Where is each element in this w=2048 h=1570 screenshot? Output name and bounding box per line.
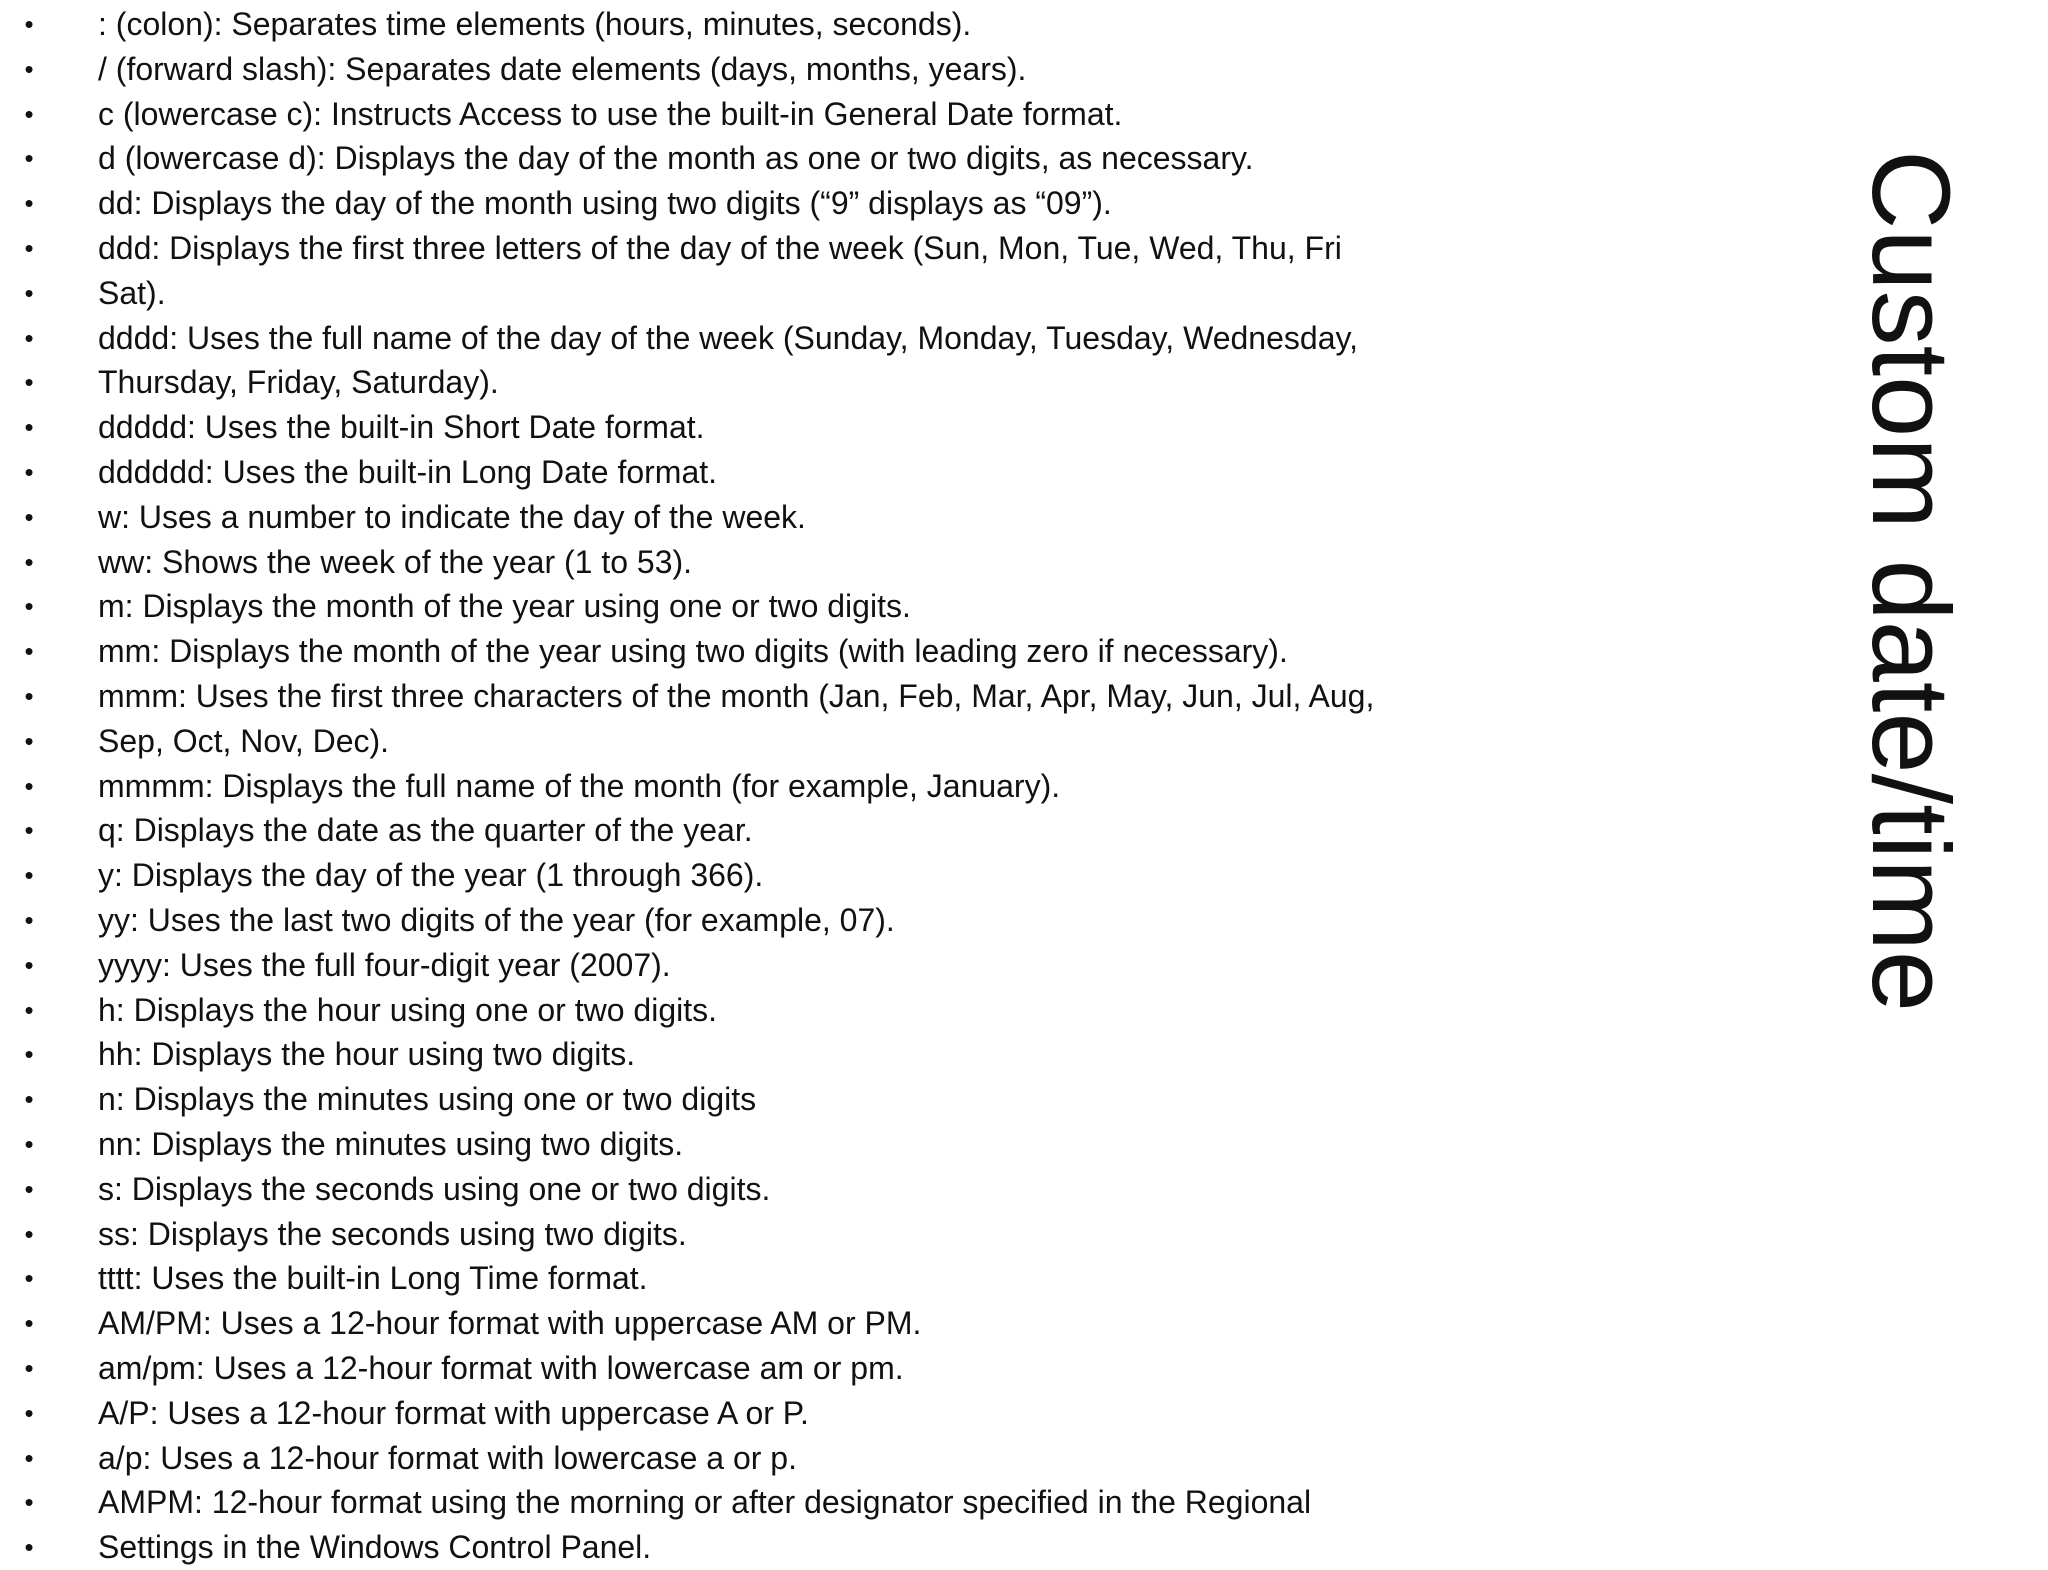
list-item — [0, 853, 1560, 898]
list-item — [0, 1436, 1560, 1481]
list-item-text: / (forward slash): Separates date elements (days, months, years). — [98, 50, 1027, 87]
list-item — [0, 1525, 1560, 1570]
list-item — [0, 1122, 1560, 1167]
list-item — [0, 1256, 1560, 1301]
list-item-text: am/pm: Uses a 12-hour format with lowercase am or pm. — [98, 1349, 904, 1386]
bullet-marker: • — [24, 232, 34, 263]
list-item — [0, 898, 1560, 943]
list-item-text: Thursday, Friday, Saturday). — [98, 364, 499, 401]
list-item — [0, 2, 1560, 47]
bullet-marker: • — [24, 98, 34, 129]
list-item — [0, 808, 1560, 853]
list-item-text: mmm: Uses the first three characters of the month (Jan, Feb, Mar, Apr, May, Jun, Jul, Aug, — [98, 677, 1375, 714]
list-item — [0, 92, 1560, 137]
bullet-marker: • — [24, 277, 34, 308]
list-item — [0, 1212, 1560, 1257]
bullet-marker: • — [24, 1218, 34, 1249]
bullet-marker: • — [24, 1397, 34, 1428]
list-item — [0, 1167, 1560, 1212]
list-item-text: dd: Displays the day of the month using two digits (“9” displays as “09”). — [98, 185, 1112, 222]
bullet-marker: • — [24, 322, 34, 353]
bullet-marker: • — [24, 367, 34, 398]
bullet-marker: • — [24, 994, 34, 1025]
list-item — [0, 1391, 1560, 1436]
list-item-text: AMPM: 12-hour format using the morning or after designator specified in the Regional — [98, 1484, 1312, 1521]
list-item-text: s: Displays the seconds using one or two digits. — [98, 1170, 771, 1207]
bullet-marker: • — [24, 1084, 34, 1115]
list-item-text: ddddd: Uses the built-in Short Date format. — [98, 409, 705, 446]
list-item — [0, 405, 1560, 450]
bullet-marker: • — [24, 1442, 34, 1473]
bullet-marker: • — [24, 949, 34, 980]
bullet-marker: • — [24, 770, 34, 801]
list-item-text: h: Displays the hour using one or two digits. — [98, 991, 717, 1028]
bullet-marker: • — [24, 53, 34, 84]
list-item-text: ddd: Displays the first three letters of the day of the week (Sun, Mon, Tue, Wed, Thu, Fri — [98, 229, 1342, 266]
list-item-text: m: Displays the month of the year using one or two digits. — [98, 588, 911, 625]
list-item — [0, 1301, 1560, 1346]
list-item-text: q: Displays the date as the quarter of the year. — [98, 812, 753, 849]
bullet-marker: • — [24, 9, 34, 39]
list-item-text: w: Uses a number to indicate the day of the week. — [98, 498, 806, 535]
bullet-marker: • — [24, 546, 34, 577]
list-item — [0, 1032, 1560, 1077]
list-item-text: Settings in the Windows Control Panel. — [98, 1529, 652, 1566]
bullet-marker: • — [24, 680, 34, 711]
list-item-text: tttt: Uses the built-in Long Time format. — [98, 1260, 648, 1297]
bullet-marker: • — [24, 904, 34, 935]
list-item — [0, 988, 1560, 1033]
list-item — [0, 360, 1560, 405]
title-container — [1849, 150, 1980, 1100]
bullet-marker: • — [24, 1263, 34, 1294]
bullet-marker: • — [24, 591, 34, 622]
list-item — [0, 1077, 1560, 1122]
list-item-text: ss: Displays the seconds using two digits. — [98, 1215, 687, 1252]
list-item-text: mmmm: Displays the full name of the month (for example, January). — [98, 767, 1061, 804]
list-item — [0, 181, 1560, 226]
list-item-text: ww: Shows the week of the year (1 to 53). — [98, 543, 693, 580]
list-item — [0, 136, 1560, 181]
list-item-text: dddd: Uses the full name of the day of the week (Sunday, Monday, Tuesday, Wednesday, — [98, 319, 1358, 356]
list-item-text: A/P: Uses a 12-hour format with uppercase A or P. — [98, 1394, 809, 1431]
bullet-marker: • — [24, 815, 34, 846]
bullet-marker: • — [24, 456, 34, 487]
list-item — [0, 1346, 1560, 1391]
bullet-marker: • — [24, 1128, 34, 1159]
list-item-text: yy: Uses the last two digits of the year (for example, 07). — [98, 901, 895, 938]
list-item — [0, 719, 1560, 764]
list-item — [0, 495, 1560, 540]
list-item-text: a/p: Uses a 12-hour format with lowercase a or p. — [98, 1439, 797, 1476]
list-item — [0, 47, 1560, 92]
list-item-text: n: Displays the minutes using one or two digits — [98, 1081, 757, 1118]
list-item-text: AM/PM: Uses a 12-hour format with uppercase AM or PM. — [98, 1305, 922, 1342]
bullet-marker: • — [24, 1039, 34, 1070]
list-item-text: Sat). — [98, 274, 166, 311]
bullet-marker: • — [24, 412, 34, 443]
bullet-marker: • — [24, 1352, 34, 1383]
bullet-marker: • — [24, 860, 34, 891]
bullet-marker: • — [24, 1308, 34, 1339]
list-item-text: mm: Displays the month of the year using two digits (with leading zero if necessary). — [98, 633, 1288, 670]
bullet-marker: • — [24, 1487, 34, 1518]
slide-title: Custom date/time — [1849, 150, 1972, 1013]
list-item — [0, 674, 1560, 719]
list-item — [0, 316, 1560, 361]
list-item — [0, 584, 1560, 629]
list-item-text: yyyy: Uses the full four-digit year (2007). — [98, 946, 671, 983]
list-item-text: c (lowercase c): Instructs Access to use the built-in General Date format. — [98, 95, 1123, 132]
list-item — [0, 540, 1560, 585]
list-item — [0, 943, 1560, 988]
list-item-text: y: Displays the day of the year (1 through 366). — [98, 857, 764, 894]
bullet-marker: • — [24, 1532, 34, 1563]
bullet-list — [0, 2, 1560, 1570]
list-item-text: Sep, Oct, Nov, Dec). — [98, 722, 390, 759]
bullet-marker: • — [24, 501, 34, 532]
list-item — [0, 271, 1560, 316]
list-item-text: dddddd: Uses the built-in Long Date format. — [98, 453, 718, 490]
bullet-marker: • — [24, 1173, 34, 1204]
list-item-text: nn: Displays the minutes using two digits. — [98, 1125, 684, 1162]
bullet-marker: • — [24, 143, 34, 174]
list-item-text: : (colon): Separates time elements (hours, minutes, seconds). — [98, 6, 972, 42]
list-item — [0, 629, 1560, 674]
list-item — [0, 226, 1560, 271]
list-item-text: hh: Displays the hour using two digits. — [98, 1036, 636, 1073]
list-item — [0, 450, 1560, 495]
bullet-marker: • — [24, 188, 34, 219]
bullet-marker: • — [24, 725, 34, 756]
bullet-marker: • — [24, 636, 34, 667]
list-item — [0, 764, 1560, 809]
list-item — [0, 1480, 1560, 1525]
list-item-text: d (lowercase d): Displays the day of the month as one or two digits, as necessary. — [98, 140, 1254, 177]
